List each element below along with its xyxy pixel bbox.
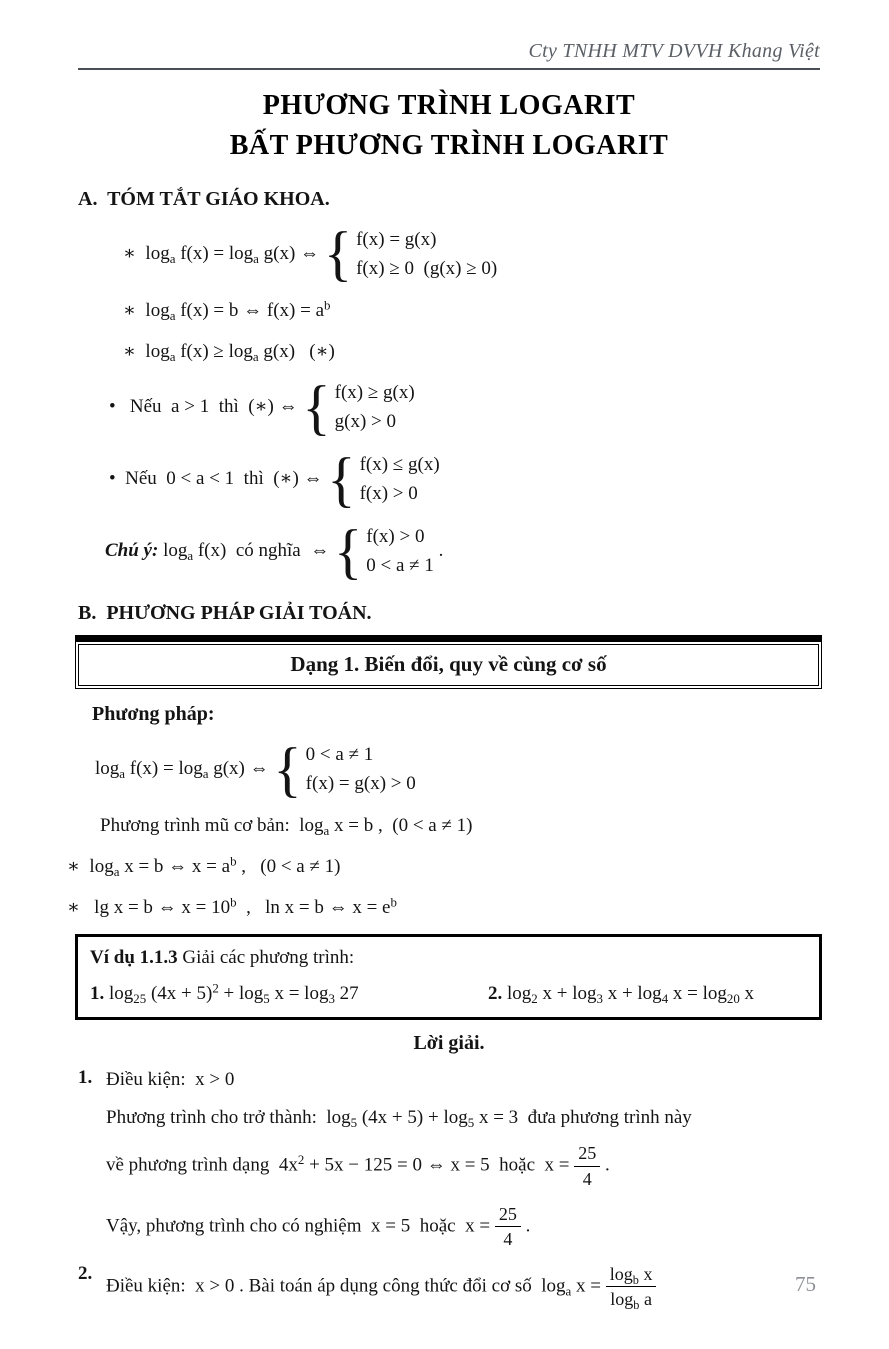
solution-item-1 — [78, 1067, 820, 1250]
example-equation-1 — [90, 980, 488, 1007]
title-line-1: PHƯƠNG TRÌNH LOGARIT — [262, 90, 636, 121]
formula-log-equals-b: ∗ $\log_a f(x) = b$ ⇔ $f(x) = a^b$ — [123, 297, 331, 324]
case-a-between-0-1: • Nếu 0 < a < 1 thì (∗) ⇔ { f(x) ≤ g(x) f(x) > 0 — [109, 445, 440, 514]
formula-log-inequality-star: ∗ $\log_a f(x) \ge \log_a g(x)$ (∗) — [123, 340, 335, 364]
header-rule — [78, 68, 820, 70]
solution-item-2 — [78, 1263, 820, 1311]
case-a-greater-1: • Nếu a > 1 thì (∗) ⇔ { f(x) ≥ g(x) g(x) > 0 — [109, 373, 415, 442]
solution-1-body — [106, 1067, 820, 1250]
solution-2-body — [106, 1263, 820, 1311]
company-name: Cty TNHH MTV DVVH Khang Việt — [528, 40, 820, 62]
section-b-heading: B. PHƯƠNG PHÁP GIẢI TOÁN. — [78, 602, 372, 625]
method-label: Phương pháp: — [92, 703, 215, 726]
example-eq1-number: 1. — [90, 983, 105, 1005]
title-line-2: BẤT PHƯƠNG TRÌNH LOGARIT — [229, 130, 669, 161]
example-intro-line — [90, 947, 809, 969]
page-number: 75 — [795, 1272, 816, 1296]
note-line — [105, 517, 820, 586]
solution-1-condition: Điều kiện: x > 0 — [106, 1069, 235, 1091]
solution-2-condition: Điều kiện: x > 0 . Bài toán áp dụng công thức đổi cơ số $\log_a x$ = $\frac{\log_b x}{\log_b a}$ — [106, 1263, 820, 1311]
star-formula-1: ∗ $\log_a x = b$ ⇔ $x = a^b$ , (0 < a ≠ 1) — [67, 853, 341, 880]
section-a-heading: A. TÓM TẮT GIÁO KHOA. — [78, 188, 330, 210]
example-eq2-number: 2. — [488, 983, 503, 1005]
solution-heading: Lời giải. — [413, 1032, 485, 1055]
method-formula: $\log_a f(x) = \log_a g(x)$ ⇔ { 0 < a ≠ 1 f(x) = g(x) > 0 — [95, 735, 416, 804]
page-title — [78, 86, 820, 166]
example-intro: Giải các phương trình: — [177, 947, 355, 969]
solution-1-step-2: về phương trình dạng $4x^2 + 5x - 125 = 0$ ⇔ x = 5 hoặc x = $\frac{25}{4}$ . — [106, 1143, 610, 1190]
page-header — [78, 40, 820, 63]
example-eq1-formula: $\log_{25} (4x + 5)^2 + \log_5 x = \log_3 27$ — [104, 980, 359, 1007]
dang1-box — [75, 635, 822, 689]
basic-equation-line: Phương trình mũ cơ bản: $\log_a x = b$ , (0 < a ≠ 1) — [100, 815, 473, 839]
dang1-title: Dạng 1. Biến đổi, quy về cùng cơ số — [78, 644, 819, 686]
solution-2-number: 2. — [78, 1262, 93, 1284]
example-box — [75, 934, 822, 1020]
solution-1-conclusion: Vậy, phương trình cho có nghiệm x = 5 hoặc x = $\frac{25}{4}$ . — [106, 1203, 531, 1250]
example-equation-2 — [488, 983, 809, 1005]
example-eq2-formula: $\log_2 x + \log_3 x + \log_4 x = \log_{20} x$ — [502, 983, 755, 1007]
solution-1-number: 1. — [78, 1067, 93, 1089]
note-formula: $\log_a f(x)$ có nghĩa ⇔ { f(x) > 0 0 < a ≠ 1 . — [158, 517, 444, 586]
star-formula-2: ∗ lg x = b ⇔ $x = 10^b$ , ln x = b ⇔ $x = e^b$ — [67, 894, 397, 918]
formula-log-equality-system: ∗ $\log_a f(x) = \log_a g(x)$ ⇔ { f(x) = g(x) f(x) ≥ 0 (g(x) ≥ 0) — [123, 219, 498, 289]
solution-1-step-1: Phương trình cho trở thành: $\log_5 (4x + 5) + \log_5 x = 3$ đưa phương trình này — [106, 1106, 692, 1130]
example-equations — [90, 980, 809, 1007]
note-label: Chú ý: — [105, 540, 159, 562]
example-label: Ví dụ 1.1.3 — [90, 947, 178, 969]
